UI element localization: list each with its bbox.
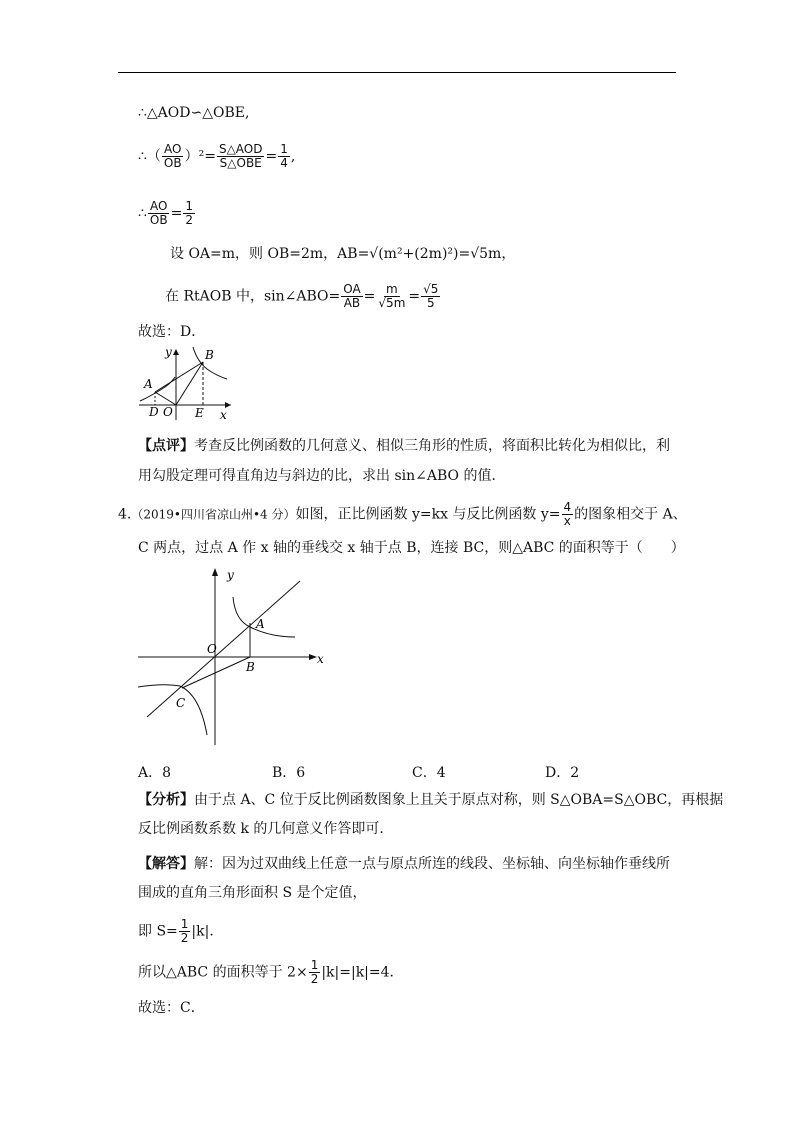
fig2-label-y: y — [227, 568, 234, 582]
header-rule — [118, 72, 676, 73]
solution-line-4: 所以△ABC 的面积等于 2× $\frac{1}{2}$ |k|=|k|=4． — [138, 958, 404, 986]
question-4-line-1: 4.（2019•四川省凉山州•4 分）如图，正比例函数 y=kx 与反比例函数 y= $\frac{4}{x}$ 的图象相交于 A、 — [118, 500, 687, 528]
figure-1 — [135, 343, 240, 423]
fig1-label-d: D — [149, 405, 159, 419]
fraction: $\frac{1}{2}$ — [310, 958, 319, 986]
fig2-label-x: x — [317, 652, 324, 666]
fig1-label-b: B — [205, 348, 214, 362]
sol-line-1: ∴△AOD∽△OBE, — [138, 105, 250, 121]
fig2-label-c: C — [176, 696, 186, 710]
option-d: D．2 — [545, 765, 580, 781]
fig2-label-o: O — [207, 642, 217, 656]
solution-line-2: 围成的直角三角形面积 S 是个定值， — [138, 885, 367, 901]
sol-line-2: ∴（ $\frac{AO}{OB}$ ）²= $\frac{\text{S△AOD}}{\text{S△OBE}}$ = $\frac{1}{4}$ , — [138, 142, 296, 170]
fraction: $\frac{\text{S△AOD}}{\text{S△OBE}}$ — [218, 142, 263, 170]
fig2-label-a: A — [256, 617, 265, 631]
option-b: B．6 — [272, 765, 306, 781]
option-c: C．4 — [412, 765, 446, 781]
fig2-label-b: B — [246, 660, 255, 674]
sol-line-5: 在 RtAOB 中，sin∠ABO= $\frac{OA}{AB}$ = $\frac{m}{√5m}$ = $\frac{√5}{5}$ — [165, 282, 439, 310]
analysis-line-1: 【分析】由于点 A、C 位于反比例函数图象上且关于原点对称，则 S△OBA=S△OBC，再根据 — [138, 792, 724, 808]
fraction: $\frac{1}{2}$ — [180, 917, 189, 945]
sol-line-3: ∴ $\frac{AO}{OB}$ = $\frac{1}{2}$ — [138, 199, 193, 227]
fraction: $\frac{AO}{OB}$ — [163, 142, 182, 170]
fraction: $\frac{OA}{AB}$ — [343, 282, 361, 310]
fig1-label-y: y — [165, 345, 172, 359]
fig1-label-e: E — [195, 406, 204, 420]
solution-line-1: 【解答】解：因为过双曲线上任意一点与原点所连的线段、坐标轴、向坐标轴作垂线所 — [138, 856, 670, 872]
answer-c: 故选：C． — [138, 1000, 205, 1016]
figure-2 — [135, 565, 335, 750]
comment-line-1: 【点评】考查反比例函数的几何意义、相似三角形的性质，将面积比转化为相似比，利 — [138, 438, 670, 454]
analysis-line-2: 反比例函数系数 k 的几何意义作答即可． — [138, 821, 394, 837]
fraction: $\frac{1}{4}$ — [280, 142, 288, 170]
fraction: $\frac{m}{√5m}$ — [378, 282, 406, 310]
solution-line-3: 即 S= $\frac{1}{2}$ |k|． — [138, 917, 224, 945]
fig1-label-x: x — [220, 408, 227, 422]
fig1-label-a: A — [144, 377, 153, 391]
fraction: $\frac{1}{2}$ — [185, 199, 193, 227]
fraction: $\frac{4}{x}$ — [563, 500, 572, 528]
fraction: $\frac{AO}{OB}$ — [149, 199, 168, 227]
option-a: A．8 — [138, 765, 172, 781]
sol-line-4: 设 OA=m，则 OB=2m，AB=√(m²+(2m)²)=√5m， — [170, 246, 516, 262]
question-4-line-2: C 两点，过点 A 作 x 轴的垂线交 x 轴于点 B，连接 BC，则△ABC 的面积等于（ ） — [138, 540, 685, 556]
comment-line-2: 用勾股定理可得直角边与斜边的比，求出 sin∠ABO 的值． — [138, 468, 506, 484]
fig1-label-o: O — [163, 405, 173, 419]
fraction: $\frac{√5}{5}$ — [423, 282, 439, 310]
answer-d: 故选：D． — [138, 324, 206, 340]
